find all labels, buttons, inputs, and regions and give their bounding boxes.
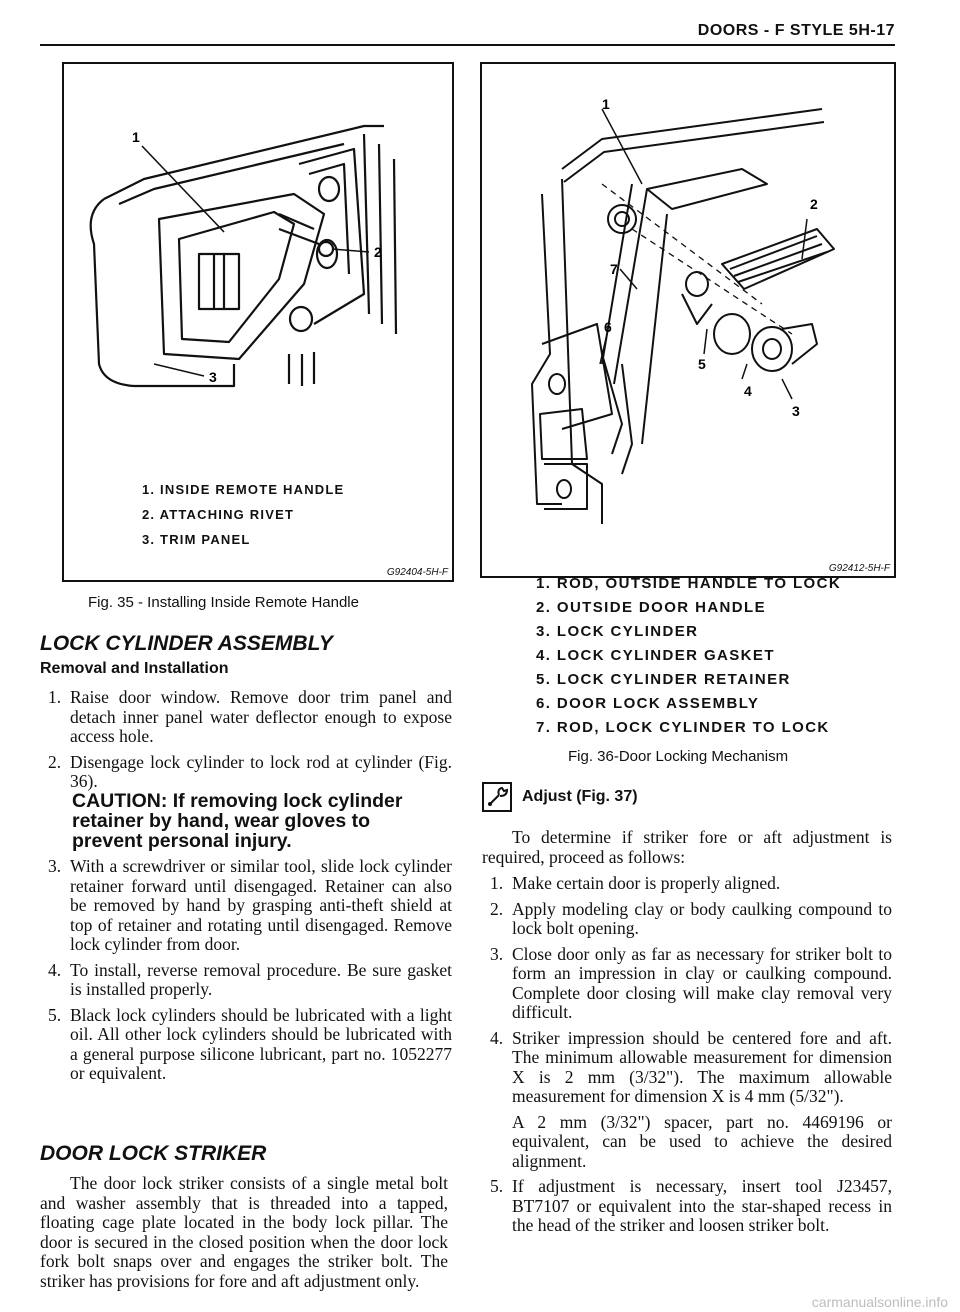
figure-36-code: G92412-5H-F [828,563,890,574]
fig35-callout-1: 1 [132,129,140,145]
fig36-legend-item: 5. LOCK CYLINDER RETAINER [536,671,791,688]
list-item-note [482,1113,892,1172]
adjust-heading: Adjust (Fig. 37) [522,788,638,805]
figure-35-illustration [64,64,452,394]
list-item [40,753,452,792]
fig35-legend-item: 2. ATTACHING RIVET [142,507,295,522]
figure-35-legend [142,482,344,557]
figure-36-legend-list [536,575,841,743]
fig36-callout-1: 1 [602,96,610,112]
fig36-legend-item: 4. LOCK CYLINDER GASKET [536,647,775,664]
fig36-callout-2: 2 [810,196,818,212]
step-number: 5. [48,1004,62,1025]
list-item [482,874,892,894]
list-item [482,1177,892,1236]
removal-installation-subheading: Removal and Installation [40,660,229,677]
step-text: Close door only as far as necessary for striker bolt to form an impression in clay or caulking compound. Complete door closing will make clay removal very difficult. [512,943,892,1022]
step-number: 3. [490,943,504,964]
fig36-legend-item: 2. OUTSIDE DOOR HANDLE [536,599,766,616]
list-item [482,900,892,939]
fig36-legend-item: 7. ROD, LOCK CYLINDER TO LOCK [536,719,830,736]
adjust-intro: To determine if striker fore or aft adjustment is required, proceed as follows: [482,827,892,867]
step-text: With a screwdriver or similar tool, slide lock cylinder retainer forward until disengaged. Retainer can also be removed by hand by grasping anti-theft shield at top of retainer and rotating until disengaged. Remove lock cylinder from door. [70,856,452,954]
fig36-legend-item: 3. LOCK CYLINDER [536,623,699,640]
list-item [40,857,452,955]
list-item [482,945,892,1023]
step-number: 1. [490,873,504,893]
list-item [482,1029,892,1107]
step-number: 4. [490,1027,504,1048]
list-item [40,1006,452,1084]
watermark: carmanualsonline.info [811,1294,948,1310]
fig35-legend-item: 3. TRIM PANEL [142,532,251,547]
step-number-blank [482,1113,512,1172]
step-text: Black lock cylinders should be lubricated with a light oil. All other lock cylinders should be lubricated with a general purpose silicone lubricant, part no. 1052277 or equivalent. [70,1004,452,1083]
step-text: Raise door window. Remove door trim panel and detach inner panel water deflector enough to expose access hole. [70,687,452,746]
adjust-steps [482,874,892,1242]
figure-36 [480,62,896,578]
step-note: A 2 mm (3/32") spacer, part no. 4469196 or equivalent, can be used to achieve the desired alignment. [512,1111,892,1171]
fig35-callout-2: 2 [374,244,382,260]
figure-35 [62,62,454,582]
fig36-legend-item: 1. ROD, OUTSIDE HANDLE TO LOCK [536,575,842,592]
list-item [40,688,452,747]
caution-note: CAUTION: If removing lock cylinder retainer by hand, wear gloves to prevent personal injury. [72,790,403,852]
step-text: Disengage lock cylinder to lock rod at cylinder (Fig. 36). [70,751,452,791]
step-text: Striker impression should be centered fore and aft. The minimum allowable measurement for dimension X is 2 mm (3/32"). The maximum allowable measurement for dimension X is 4 mm (5/32"). [512,1027,892,1106]
step-number: 4. [48,959,62,980]
page-header: DOORS - F STYLE 5H-17 [697,22,895,39]
fig36-callout-7: 7 [610,261,618,277]
fig35-legend-item: 1. INSIDE REMOTE HANDLE [142,482,345,497]
figure-36-illustration [482,64,894,534]
fig36-callout-4: 4 [744,383,752,399]
striker-paragraph: The door lock striker consists of a single metal bolt and washer assembly that is threaded into a tapped, floating cage plate located in the body lock pillar. The door is secured in the closed position when the door lock fork bolt snaps over and engages the striker bolt. The striker has provisions for fore and aft adjustment only. [40,1173,448,1291]
lock-cylinder-steps-a [40,688,452,798]
fig36-callout-3: 3 [792,403,800,419]
step-text: Apply modeling clay or body caulking compound to lock bolt opening. [512,898,892,938]
lock-cylinder-heading: LOCK CYLINDER ASSEMBLY [40,632,333,655]
door-lock-striker-heading: DOOR LOCK STRIKER [40,1142,267,1165]
step-text: If adjustment is necessary, insert tool J23457, BT7107 or equivalent into the star-shaped recess in the head of the striker and loosen striker bolt. [512,1176,892,1235]
step-number: 5. [490,1176,504,1196]
figure-35-caption: Fig. 35 - Installing Inside Remote Handle [88,594,359,611]
step-number: 2. [48,751,62,772]
figure-36-caption: Fig. 36-Door Locking Mechanism [568,748,789,765]
fig36-legend-item: 6. DOOR LOCK ASSEMBLY [536,695,760,712]
figure-35-code: G92404-5H-F [386,567,448,578]
header-rule [40,44,895,46]
step-text: To install, reverse removal procedure. Be sure gasket is installed properly. [70,959,452,999]
step-text: Make certain door is properly aligned. [512,873,781,893]
lock-cylinder-steps-b [40,857,452,1090]
list-item [40,961,452,1000]
step-number: 3. [48,856,62,876]
fig35-callout-3: 3 [209,369,217,385]
adjust-wrench-icon [482,782,512,812]
step-number: 1. [48,687,62,707]
fig36-callout-6: 6 [604,319,612,335]
step-number: 2. [490,898,504,919]
fig36-callout-5: 5 [698,356,706,372]
